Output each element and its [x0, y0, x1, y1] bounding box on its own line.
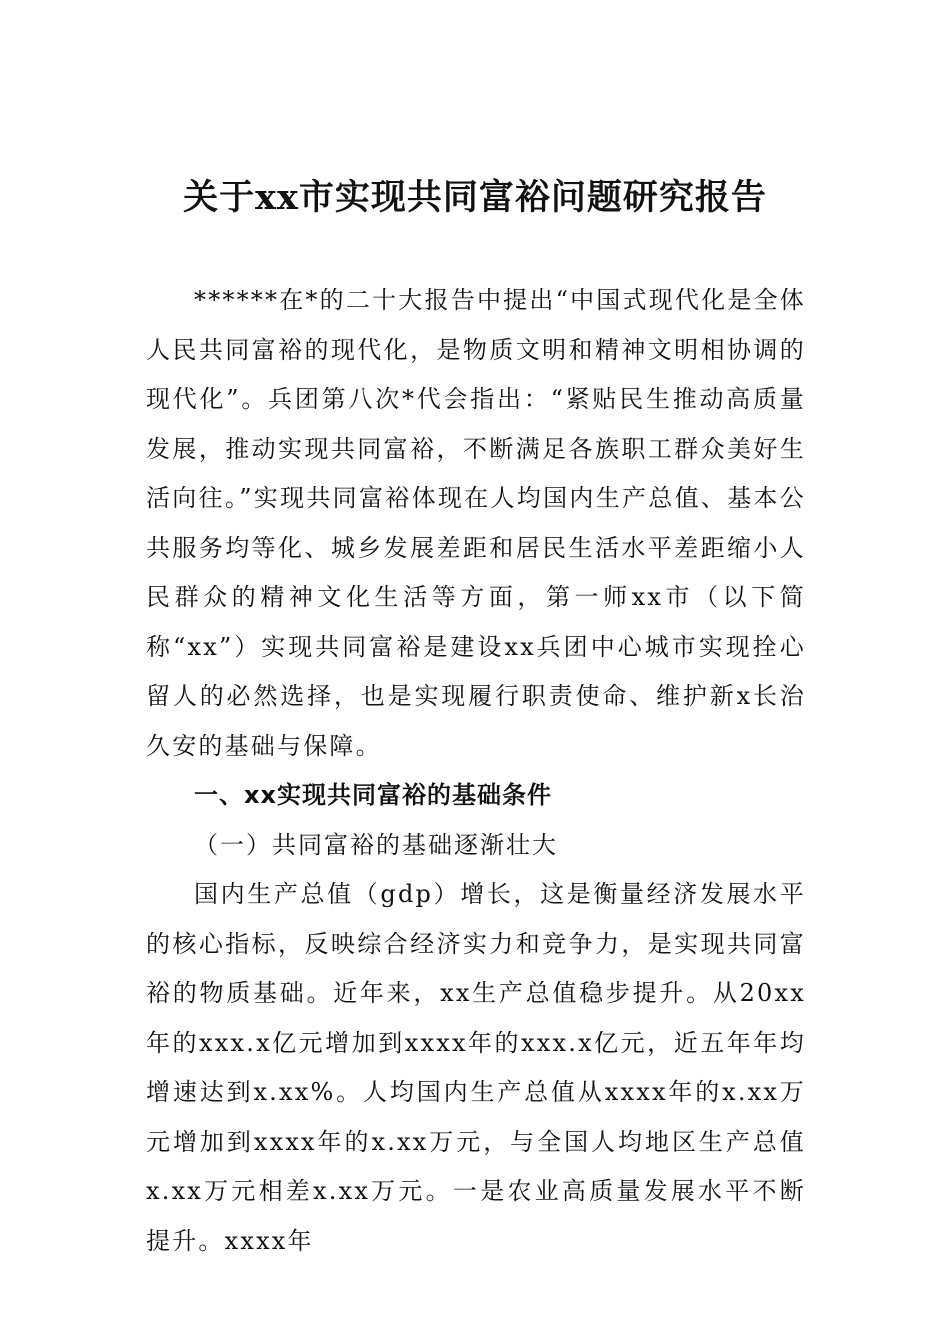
section-heading: 一、xx实现共同富裕的基础条件 — [194, 781, 552, 809]
body-paragraph: 国内生产总值（gdp）增长，这是衡量经济发展水平的核心指标，反映综合经济实力和竞争力，是实现共同富裕的物质基础。近年来，xx生产总值稳步提升。从20xx年的xxx.x亿元增加到xxxx年的xxx.x亿元，近五年年均增速达到x.xx%。人均国内生产总值从xxxx年的x.xx万元增加到xxxx年的x.xx万元，与全国人均地区生产总值x.xx万元相差x.xx万元。一是农业高质量发展水平不断提升。xxxx年 — [146, 880, 806, 1255]
document-title: 关于xx市实现共同富裕问题研究报告 — [183, 177, 767, 218]
document-body — [146, 276, 806, 1266]
intro-paragraph: ******在*的二十大报告中提出“中国式现代化是全体人民共同富裕的现代化，是物质文明和精神文明相协调的现代化”。兵团第八次*代会指出：“紧贴民生推动高质量发展，推动实现共同富裕，不断满足各族职工群众美好生活向往。”实现共同富裕体现在人均国内生产总值、基本公共服务均等化、城乡发展差距和居民生活水平差距缩小人民群众的精神文化生活等方面，第一师xx市（以下简称“xx”）实现共同富裕是建设xx兵团中心城市实现拴心留人的必然选择，也是实现履行职责使命、维护新x长治久安的基础与保障。 — [146, 286, 806, 760]
subsection-heading: （一）共同富裕的基础逐渐壮大 — [194, 830, 558, 859]
